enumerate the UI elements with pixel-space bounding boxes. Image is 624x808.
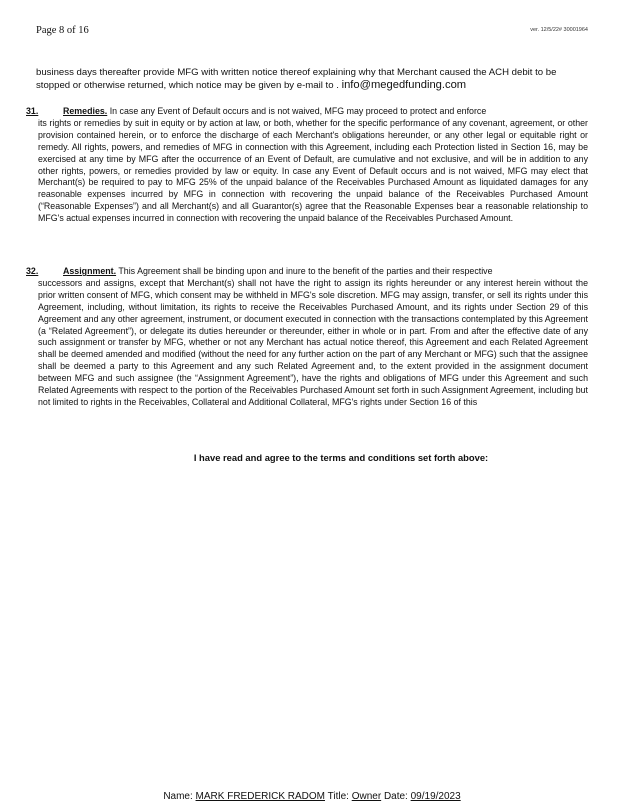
intro-text: business days thereafter provide MFG with written notice thereof explaining why that Merchant caused the ACH debit to be stopped or otherwise returned, which notice may be given by e-mail to . xyxy=(36,67,557,91)
signer-title: Owner xyxy=(351,791,382,802)
section-31-remedies xyxy=(26,106,588,225)
signer-name: MARK FREDERICK RADOM xyxy=(195,791,325,802)
section-body: its rights or remedies by suit in equity or by action at law, or both, whether for the specific performance of any covenant, agreement, or other provision contained herein, or to enforce the discharge of each Merchant's obligations hereunder, or any other legal or equitable right or remedy. All rights, powers, and remedies of MFG in connection with this Agreement, including each Protection listed in Section 16, may be exercised at any time by MFG after the occurrence of an Event of Default, are cumulative and not exclusive, and will be in addition to any other rights, powers, or remedies provided by law or equity. In case any Event of Default occurs and is not waived, MFG may elect that Merchant(s) be required to pay to MFG 25% of the unpaid balance of the Receivables Purchased Amount as liquidated damages for any reasonable expenses incurred by MFG in connection with recovering the unpaid balance of the Receivables Purchased Amount (“Reasonable Expenses”) and all Merchant(s) and all Guarantor(s) agree that the Reasonable Expenses bear a reasonable relationship to MFG's actual expenses incurred in connection with recovering the unpaid balance of the Receivables Purchased Amount. xyxy=(38,117,588,224)
name-label: Name: xyxy=(163,791,193,802)
date-label: Date: xyxy=(383,791,408,802)
intro-paragraph xyxy=(36,66,588,92)
section-lead: In case any Event of Default occurs and is not waived, MFG may proceed to protect and enforce xyxy=(109,106,487,116)
version-label: ver. 12/5/22# 30001964 xyxy=(530,27,588,33)
section-heading xyxy=(26,266,116,276)
acknowledgement-statement: I have read and agree to the terms and conditions set forth above: xyxy=(193,452,489,463)
section-title: Remedies. xyxy=(63,106,108,116)
section-lead: This Agreement shall be binding upon and inure to the benefit of the parties and their respective xyxy=(118,266,493,276)
section-number: 31. xyxy=(26,106,39,116)
title-label: Title: xyxy=(327,791,349,802)
notice-email: info@megedfunding.com xyxy=(341,79,467,91)
signature-line xyxy=(0,791,624,802)
section-body: successors and assigns, except that Merchant(s) shall not have the right to assign its rights hereunder or any interest herein without the prior written consent of MFG, which consent may be withheld in MFG's sole discretion. MFG may assign, transfer, or sell its rights under this Agreement, including, without limitation, its rights to receive the Receivables Purchased Amount, and its rights under Section 29 of this Agreement and any other agreement, instrument, or document executed in connection with the transactions contemplated by this Agreement (a “Related Agreement”), or delegate its duties hereunder or thereunder, either in whole or in part. From and after the effective date of any such assignment or transfer by MFG, whether or not any Merchant has actual notice thereof, this Agreement and each Related Agreement shall be deemed amended and modified (without the need for any further action on the part of any Merchant or MFG) such that the assignee shall be deemed a party to this Agreement and any such Related Agreement and, to the extent provided in the assignment document between MFG and such assignee (the “Assignment Agreement”), have the rights and obligations of MFG under this Agreement and such Related Agreements with respect to the portion of the Receivables Purchased Amount set forth in such Assignment Agreement, including but not limited to rights in the Receivables, Collateral and Additional Collateral, MFG's rights under Section 16 of this xyxy=(38,277,588,407)
section-number: 32. xyxy=(26,266,39,276)
section-heading xyxy=(26,106,107,116)
signed-date: 09/19/2023 xyxy=(410,791,461,802)
section-32-assignment xyxy=(26,266,588,409)
section-title: Assignment. xyxy=(63,266,117,276)
page-number: Page 8 of 16 xyxy=(36,25,89,36)
